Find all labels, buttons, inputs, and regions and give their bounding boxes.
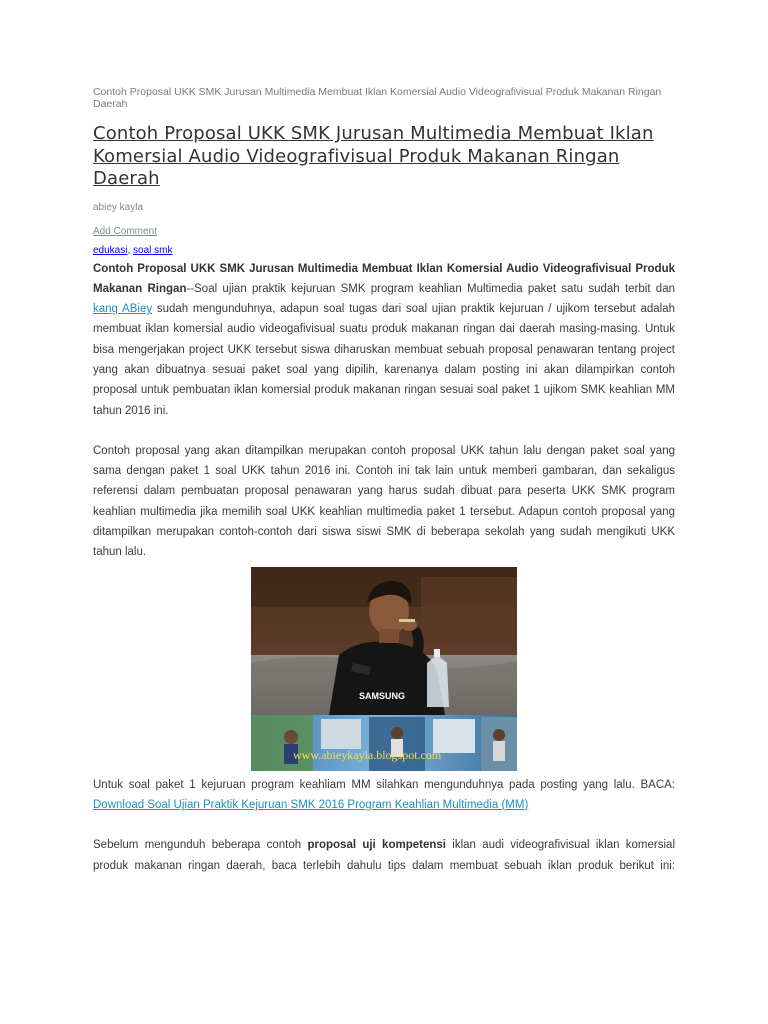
- intro-text-a: --Soal ujian praktik kejuruan SMK program keahlian Multimedia paket satu sudah terbit dan: [186, 282, 675, 295]
- post-author[interactable]: abiey kayla: [93, 201, 144, 213]
- article-photo: [251, 567, 517, 771]
- post-container: [93, 86, 675, 876]
- paragraph-tips: [93, 835, 675, 876]
- post-labels: [93, 245, 675, 257]
- photo-watermark: www.abieykayla.blogspot.com: [293, 747, 442, 762]
- jersey-text: SAMSUNG: [359, 690, 406, 701]
- article-body: [93, 259, 675, 876]
- tips-text-a: Sebelum mengunduh beberapa contoh: [93, 839, 308, 852]
- paragraph-example: Contoh proposal yang akan ditampilkan merupakan contoh proposal UKK tahun lalu dengan paket soal yang sama dengan paket 1 soal UKK tahun 2016 ini. Contoh ini tak lain untuk memberi gambaran, dan sekaligus referensi dalam pembuatan proposal penawaran yang harus sudah dibuat para peserta UKK SMK program keahlian multimedia jika memilih soal UKK keahlian multimedia paket 1 tersebut. Adapun contoh proposal yang ditampilkan merupakan contoh-contoh dari siswa siswi SMK di beberapa sekolah yang sudah mengikuti UKK tahun lalu.: [93, 444, 675, 559]
- paragraph-baca: [93, 775, 675, 816]
- kang-abiey-link[interactable]: kang ABiey: [93, 303, 153, 316]
- baca-text: Untuk soal paket 1 kejuruan program keahliam MM silahkan mengunduhnya pada posting yang lalu. BACA:: [93, 778, 675, 791]
- tips-text-b: iklan audi videografivisual iklan komersial produk makanan ringan daerah, baca terlebih dahulu tips dalam membuat sebuah iklan produk berikut ini:: [93, 839, 675, 872]
- breadcrumb: Contoh Proposal UKK SMK Jurusan Multimedia Membuat Iklan Komersial Audio Videografivisual Produk Makanan Ringan Daerah: [93, 86, 662, 110]
- label-link-edukasi[interactable]: edukasi: [93, 244, 128, 256]
- paragraph-intro: [93, 259, 675, 421]
- intro-bold-lead: Contoh Proposal UKK SMK Jurusan Multimedia Membuat Iklan Komersial Audio Videografivisual Produk Makanan Ringan: [93, 262, 675, 295]
- label-separator: ,: [127, 244, 134, 256]
- tips-bold: proposal uji kompetensi: [307, 839, 446, 852]
- post-title[interactable]: Contoh Proposal UKK SMK Jurusan Multimedia Membuat Iklan Komersial Audio Videografivisual Produk Makanan Ringan Daerah: [93, 123, 654, 189]
- label-link-soal-smk[interactable]: soal smk: [133, 244, 173, 256]
- add-comment-link[interactable]: Add Comment: [93, 225, 157, 237]
- download-soal-link[interactable]: Download Soal Ujian Praktik Kejuruan SMK 2016 Program Keahlian Multimedia (MM): [93, 798, 529, 811]
- intro-text-b: sudah mengunduhnya, adapun soal tugas dari soal ujian praktik kejuruan / ujikom tersebut adalah membuat iklan komersial audio videogafivisual suatu produk makanan ringan dai daerah masing-masing. Untuk bisa mengerjakan project UKK tersebut siswa diharuskan membuat sebuah proposal penawaran tentang project yang akan dibuatnya sesuai paket soal yang dipilih, karenanya dalam posting ini akan dilampirkan contoh proposal untuk pembuatan iklan komersial produk makanan ringan sesuai soal paket 1 ujikom SMK keahlian MM tahun 2016 ini.: [93, 303, 675, 417]
